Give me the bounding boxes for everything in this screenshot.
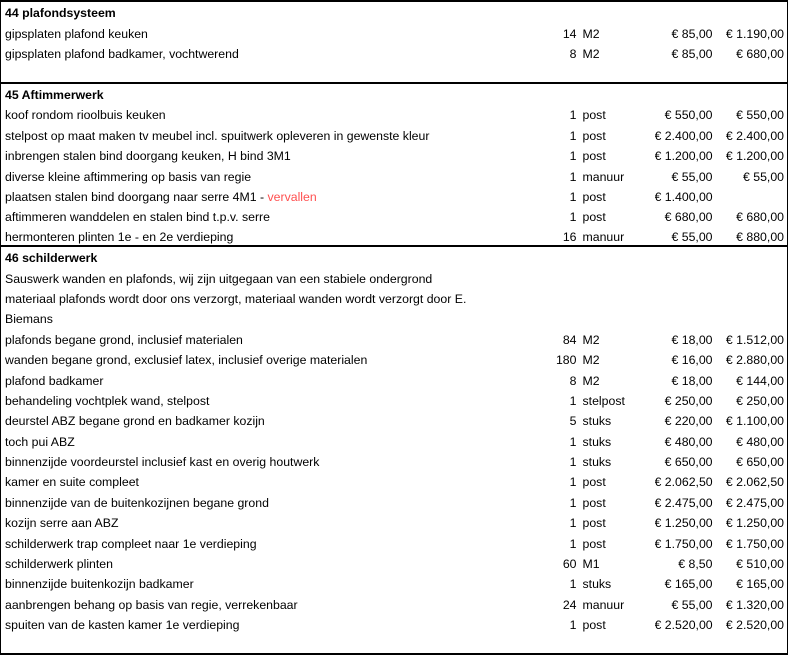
quantity-cell: 60 [562, 557, 577, 572]
line-total-cell: € 480,00 [723, 429, 788, 449]
section-header-label: 45 Aftimmerwerk [1, 83, 546, 103]
description-cell: behandeling vochtplek wand, stelpost [1, 388, 546, 408]
quantity-cell: 180 [555, 353, 577, 368]
unit-cell: post [582, 618, 606, 633]
line-total-cell [723, 1, 788, 21]
unit-price-cell: € 2.062,50 [654, 475, 713, 490]
unit-price-cell: € 1.400,00 [654, 190, 713, 204]
unit-price-cell [655, 83, 723, 103]
unit-cell: stuks [582, 434, 612, 449]
quantity-cell: 1 [569, 108, 577, 123]
table-row [1, 144, 788, 164]
unit-cell: post [582, 210, 606, 225]
description-cell: schilderwerk plinten [1, 552, 546, 572]
unit-price-cell: € 55,00 [671, 169, 713, 184]
quantity-cell: 1 [569, 393, 577, 408]
table-row [1, 490, 788, 510]
description-cell: aftimmeren wanddelen en stalen bind t.p.v. serre [1, 205, 546, 225]
unit-price-cell: € 1.200,00 [654, 149, 713, 164]
table-row [1, 348, 788, 368]
description-cell: aanbrengen behang op basis van regie, verrekenbaar [1, 592, 546, 612]
table-row [1, 42, 788, 62]
unit-price-cell: € 1.250,00 [654, 516, 713, 531]
section-header-row [1, 246, 788, 266]
line-total-cell [723, 286, 788, 306]
description-cell: kozijn serre aan ABZ [1, 511, 546, 531]
description-cell: koof rondom rioolbuis keuken [1, 103, 546, 123]
unit-price-cell: € 55,00 [671, 597, 713, 612]
table-row [1, 164, 788, 184]
table-row [1, 429, 788, 449]
table-row [1, 185, 788, 205]
line-total-cell: € 1.320,00 [723, 592, 788, 612]
line-total-cell [723, 185, 788, 205]
line-total-cell: € 1.100,00 [723, 409, 788, 429]
line-total-cell: € 510,00 [723, 552, 788, 572]
line-total-cell: € 680,00 [723, 42, 788, 62]
quantity-cell: 8 [569, 373, 577, 388]
unit-price-cell: € 165,00 [664, 577, 713, 592]
description-cell: Sauswerk wanden en plafonds, wij zijn uitgegaan van een stabiele ondergrond [1, 266, 546, 286]
unit-cell: manuur [582, 597, 625, 612]
unit-cell: post [582, 128, 606, 143]
line-total-cell: € 2.475,00 [723, 490, 788, 510]
line-total-cell [723, 62, 788, 82]
unit-cell: post [582, 516, 606, 531]
description-cell: deurstel ABZ begane grond en badkamer kozijn [1, 409, 546, 429]
table-row [1, 327, 788, 347]
line-total-cell: € 1.250,00 [723, 511, 788, 531]
section-header-row [1, 1, 788, 21]
unit-cell: manuur [582, 229, 625, 244]
description-cell: plaatsen stalen bind doorgang naar serre 4M1 - vervallen [1, 185, 546, 205]
quantity-cell [546, 286, 583, 306]
unit-cell [583, 307, 655, 327]
description-cell: stelpost op maat maken tv meubel incl. spuitwerk opleveren in gewenste kleur [1, 123, 546, 143]
line-total-cell: € 1.190,00 [723, 21, 788, 41]
quantity-cell: 1 [569, 190, 577, 204]
table-row [1, 225, 788, 245]
unit-price-cell: € 55,00 [671, 229, 713, 244]
unit-price-cell: € 2.520,00 [654, 618, 713, 633]
unit-cell: stuks [582, 455, 612, 470]
quote-table-body [1, 1, 788, 654]
quantity-cell: 1 [569, 516, 577, 531]
description-cell: plafonds begane grond, inclusief materialen [1, 327, 546, 347]
unit-price-cell: € 8,50 [678, 557, 713, 572]
unit-cell: post [582, 536, 606, 551]
unit-cell: M2 [582, 353, 600, 368]
unit-cell: post [582, 108, 606, 123]
description-cell [1, 633, 546, 653]
unit-cell: M2 [582, 332, 600, 347]
description-cell: hermonteren plinten 1e - en 2e verdieping [1, 225, 546, 245]
line-total-cell [723, 266, 788, 286]
section-header-label: 46 schilderwerk [1, 246, 546, 266]
unit-cell: stelpost [582, 393, 625, 408]
line-total-cell: € 1.200,00 [723, 144, 788, 164]
description-cell: wanden begane grond, exclusief latex, inclusief overige materialen [1, 348, 546, 368]
unit-cell: M2 [582, 47, 600, 62]
quantity-cell: 1 [569, 455, 577, 470]
line-total-cell: € 650,00 [723, 450, 788, 470]
unit-cell: manuur [582, 169, 625, 184]
unit-price-cell: € 680,00 [664, 210, 713, 225]
quantity-cell: 1 [569, 475, 577, 490]
line-total-cell: € 2.400,00 [723, 123, 788, 143]
table-row [1, 552, 788, 572]
table-row [1, 21, 788, 41]
quantity-cell [546, 307, 583, 327]
quantity-cell [546, 246, 583, 266]
description-cell [1, 62, 546, 82]
table-row [1, 450, 788, 470]
line-total-cell [723, 246, 788, 266]
quantity-cell [546, 266, 583, 286]
unit-cell: post [582, 495, 606, 510]
quantity-cell: 1 [569, 495, 577, 510]
line-total-cell: € 550,00 [723, 103, 788, 123]
quantity-cell: 1 [569, 128, 577, 143]
table-row [1, 592, 788, 612]
quantity-cell: 16 [562, 229, 577, 244]
line-total-cell: € 2.880,00 [723, 348, 788, 368]
unit-cell [583, 633, 655, 653]
description-cell: inbrengen stalen bind doorgang keuken, H bind 3M1 [1, 144, 546, 164]
unit-cell: stuks [582, 577, 612, 592]
unit-price-cell: € 1.750,00 [654, 536, 713, 551]
line-total-cell: € 1.750,00 [723, 531, 788, 551]
line-total-cell: € 1.512,00 [723, 327, 788, 347]
quantity-cell [546, 633, 583, 653]
description-cell: schilderwerk trap compleet naar 1e verdieping [1, 531, 546, 551]
unit-price-cell: € 18,00 [671, 373, 713, 388]
cancelled-label: vervallen [267, 190, 317, 204]
quantity-cell: 14 [562, 26, 577, 41]
quantity-cell: 1 [569, 577, 577, 592]
line-total-cell: € 165,00 [723, 572, 788, 592]
quantity-cell: 1 [569, 169, 577, 184]
quantity-cell: 1 [569, 434, 577, 449]
unit-price-cell [655, 307, 723, 327]
description-cell: Biemans [1, 307, 546, 327]
section-header-row [1, 83, 788, 103]
unit-price-cell: € 2.475,00 [654, 495, 713, 510]
description-cell: binnenzijde voordeurstel inclusief kast en overig houtwerk [1, 450, 546, 470]
line-total-cell [723, 307, 788, 327]
description-cell: kamer en suite compleet [1, 470, 546, 490]
spacer-row [1, 62, 788, 82]
unit-cell [583, 1, 655, 21]
line-total-cell: € 2.520,00 [723, 613, 788, 633]
unit-cell: post [582, 190, 606, 204]
description-cell: binnenzijde van de buitenkozijnen begane grond [1, 490, 546, 510]
unit-price-cell [655, 266, 723, 286]
unit-price-cell [655, 246, 723, 266]
unit-price-cell: € 220,00 [664, 414, 713, 429]
table-row [1, 470, 788, 490]
description-cell: diverse kleine aftimmering op basis van regie [1, 164, 546, 184]
description-cell: binnenzijde buitenkozijn badkamer [1, 572, 546, 592]
unit-cell: M2 [582, 26, 600, 41]
unit-price-cell: € 650,00 [664, 455, 713, 470]
quantity-cell: 5 [569, 414, 577, 429]
table-row [1, 368, 788, 388]
unit-price-cell [655, 1, 723, 21]
table-row [1, 531, 788, 551]
section-header-label: 44 plafondsysteem [1, 1, 546, 21]
table-row [1, 286, 788, 306]
quantity-cell [546, 83, 583, 103]
unit-cell: M2 [582, 373, 600, 388]
quantity-cell: 1 [569, 149, 577, 164]
unit-cell [583, 83, 655, 103]
description-cell: gipsplaten plafond badkamer, vochtwerend [1, 42, 546, 62]
quantity-cell: 1 [569, 210, 577, 225]
table-row [1, 205, 788, 225]
quantity-cell: 84 [562, 332, 577, 347]
table-row [1, 511, 788, 531]
table-row [1, 266, 788, 286]
description-cell: spuiten van de kasten kamer 1e verdieping [1, 613, 546, 633]
description-cell: toch pui ABZ [1, 429, 546, 449]
quantity-cell [546, 62, 583, 82]
unit-cell: post [582, 149, 606, 164]
unit-price-cell: € 16,00 [671, 353, 713, 368]
unit-price-cell [655, 633, 723, 653]
line-total-cell [723, 633, 788, 653]
quantity-cell: 1 [569, 618, 577, 633]
unit-cell: post [582, 475, 606, 490]
unit-cell: stuks [582, 414, 612, 429]
table-row [1, 613, 788, 633]
unit-price-cell: € 18,00 [671, 332, 713, 347]
unit-cell [583, 246, 655, 266]
unit-cell [583, 286, 655, 306]
spacer-row [1, 633, 788, 653]
line-total-cell: € 680,00 [723, 205, 788, 225]
line-total-cell: € 144,00 [723, 368, 788, 388]
unit-price-cell: € 550,00 [664, 108, 713, 123]
unit-cell: M1 [582, 557, 600, 572]
line-total-cell [723, 83, 788, 103]
unit-price-cell: € 85,00 [671, 26, 713, 41]
table-row [1, 123, 788, 143]
unit-cell [583, 266, 655, 286]
unit-price-cell: € 250,00 [664, 393, 713, 408]
quantity-cell: 1 [569, 536, 577, 551]
unit-price-cell: € 480,00 [664, 434, 713, 449]
unit-cell [583, 62, 655, 82]
quantity-cell [546, 1, 583, 21]
line-total-cell: € 55,00 [723, 164, 788, 184]
description-cell: materiaal plafonds wordt door ons verzorgt, materiaal wanden wordt verzorgt door E. [1, 286, 546, 306]
description-cell: gipsplaten plafond keuken [1, 21, 546, 41]
line-total-cell: € 250,00 [723, 388, 788, 408]
table-row [1, 307, 788, 327]
table-row [1, 409, 788, 429]
table-row [1, 103, 788, 123]
description-cell: plafond badkamer [1, 368, 546, 388]
quantity-cell: 8 [569, 47, 577, 62]
unit-price-cell [655, 62, 723, 82]
quantity-cell: 24 [562, 597, 577, 612]
line-total-cell: € 2.062,50 [723, 470, 788, 490]
unit-price-cell: € 2.400,00 [654, 128, 713, 143]
line-total-cell: € 880,00 [723, 225, 788, 245]
unit-price-cell: € 85,00 [671, 47, 713, 62]
table-row [1, 388, 788, 408]
unit-price-cell [655, 286, 723, 306]
